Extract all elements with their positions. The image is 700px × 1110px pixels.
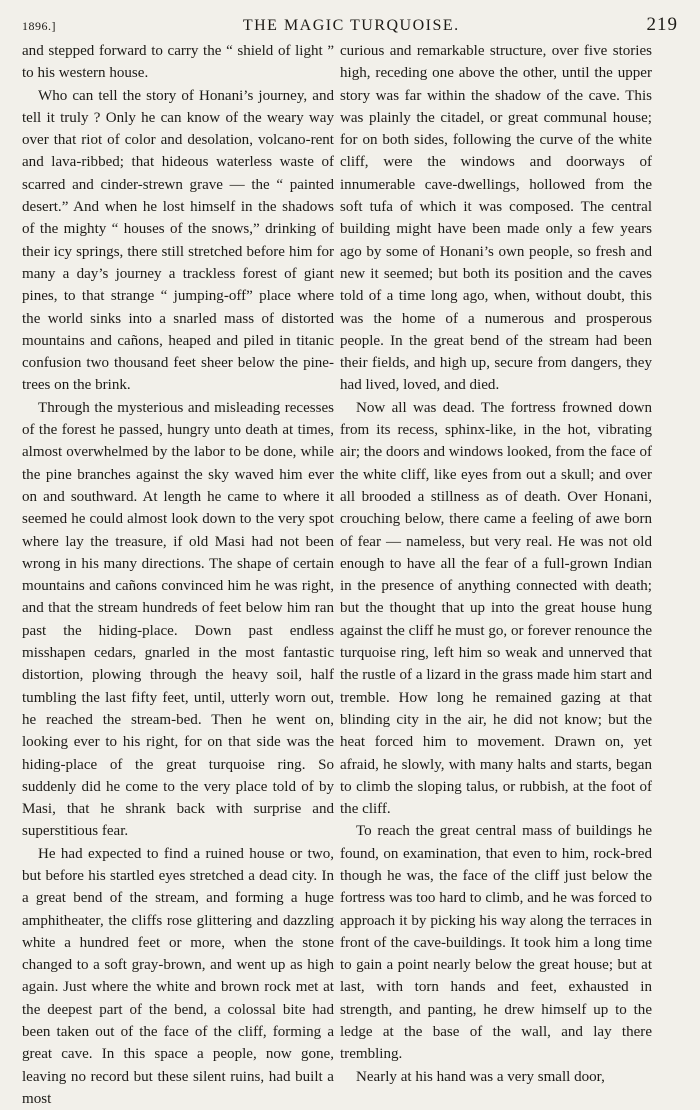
paragraph: Nearly at his hand was a very small door, — [356, 1068, 605, 1085]
header-year: 1896.] — [22, 19, 56, 33]
paragraph: To reach the great central mass of buildings he found, on examination, that even to him, rock-bred though he was, the face of the cliff just below the fortress was too hard to climb, and he was forced to approach it by picking his way along the terraces in front of the cave-buildings. It took him a long time to gain a point nearly below the great house; but at last, with torn hands and feet, exhausted in strength, and panting, he drew himself up to the ledge at the base of the wall, and lay there trembling. — [340, 823, 652, 1063]
paragraph: He had expected to find a ruined house or two, but before his startled eyes stretched a dead city. In a great bend of the stream, and forming a huge amphitheater, the cliffs rose glittering and dazzling white a hundred feet or more, when the stone changed to a soft gray-brown, and went up as high again. Just where the white and brown rock met at the deepest part of the bend, a colossal bite had been taken out of the face of the cliff, forming a great cave. In this space a people, now gone, leaving no record but these silent ruins, had built a most — [22, 845, 334, 1107]
running-header — [22, 14, 678, 36]
paragraph: Now all was dead. The fortress frowned down from its recess, sphinx-like, in the hot, vibrating air; the doors and windows looked, from the face of the white cliff, like eyes from out a skull; and over all brooded a stillness as of death. Over Honani, crouching below, there came a feeling of awe born of fear — nameless, but very real. He was not old enough to have all the fear of a full-grown Indian in the presence of anything connected with death; but the thought that up into the great house hung against the cliff he must go, or forever renounce the turquoise ring, left him so weak and unnerved that the rustle of a lizard in the grass made him start and tremble. How long he remained gazing at that blinding city in the air, he did not know; but the heat forced him to movement. Drawn on, yet afraid, he slowly, with many halts and starts, began to climb the sloping talus, or rubbish, at the foot of the cliff. — [340, 399, 652, 818]
paragraph: and stepped forward to carry the “ shield of light ” to his western house. — [22, 43, 334, 82]
header-title: THE MAGIC TURQUOISE. — [242, 17, 460, 34]
right-column — [340, 40, 652, 1088]
paragraph: Through the mysterious and misleading recesses of the forest he passed, hungry unto death at times, almost overwhelmed by the labor to be done, while the pine branches against the sky waved him ever on and southward. At length he came to where it seemed he could almost look down to the very spot where lay the treasure, if old Masi had not been wrong in his many directions. The shape of certain mountains and cañons convinced him he was right, and that the stream hundreds of feet below him ran past the hiding-place. Down past endless misshapen cedars, gnarled in the most fantastic distortion, plowing through the heavy soil, half tumbling the last fifty feet, until, utterly worn out, he reached the stream-bed. Then he went on, looking ever to his right, for on that side was the hiding-place of the great turquoise ring. So suddenly did he come to the very place told of by Masi, that he shrank back with surprise and superstitious fear. — [22, 399, 334, 840]
paragraph: curious and remarkable structure, over five stories high, receding one above the other, until the upper story was far within the shadow of the cave. This was plainly the citadel, or great communal house; for on both sides, following the curve of the white cliff, were the windows and doorways of innumerable cave-dwellings, hollowed from the soft tufa of which it was composed. The central building might have been made only a few years ago by some of Honani’s own people, so fresh and new it seemed; but both its position and the caves told of a time long ago, when, without doubt, this was the home of a numerous and prosperous people. In the great bend of the stream had been their fields, and high up, secure from dangers, they had lived, loved, and died. — [340, 43, 652, 394]
paragraph: Who can tell the story of Honani’s journey, and tell it truly ? Only he can know of the weary way over that riot of color and desolation, volcano-rent and lava-ribbed; that hideous waterless waste of scarred and cinder-strewn grave — the “ painted desert.” And when he lost himself in the shadows of the mighty “ houses of the snows,” drinking of their icy springs, there still stretched before him for many a day’s journey a trackless forest of giant pines, to that strange “ jumping-off” place where the world sinks into a snarled mass of distorted mountains and cañons, heaped and piled in titanic confusion two thousand feet sheer below the pine-trees on the brink. — [22, 87, 334, 394]
left-column — [22, 40, 334, 1110]
page-number: 219 — [646, 14, 678, 35]
